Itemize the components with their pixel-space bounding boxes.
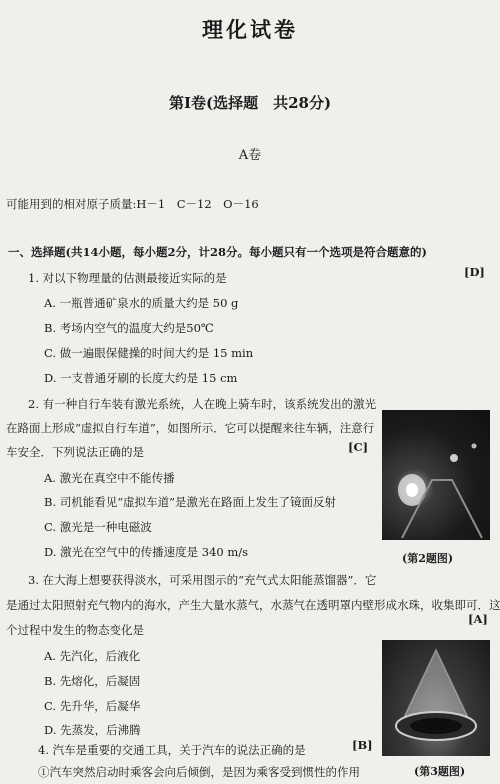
question-3-option-a: A. 先汽化，后液化 bbox=[44, 649, 141, 663]
question-2-option-d: D. 激光在空气中的传播速度是 340 m/s bbox=[44, 545, 249, 559]
question-1-option-a: A. 一瓶普通矿泉水的质量大约是 50 g bbox=[44, 296, 239, 310]
question-2-stem-line-3: 车安全．下列说法正确的是 bbox=[6, 445, 144, 459]
question-4-statement-1: ①汽车突然启动时乘客会向后倾倒，是因为乘客受到惯性的作用 bbox=[38, 765, 360, 779]
exam-title: 理化试卷 bbox=[202, 17, 298, 42]
question-4-answer: [B] bbox=[352, 738, 373, 752]
question-3-option-c: C. 先升华，后凝华 bbox=[44, 699, 141, 713]
question-3-option-d: D. 先蒸发，后沸腾 bbox=[44, 723, 141, 737]
figure-2-caption: (第2题图) bbox=[402, 552, 454, 565]
question-2-option-b: B. 司机能看见“虚拟车道”是激光在路面上发生了镜面反射 bbox=[44, 495, 337, 509]
question-3-option-b: B. 先熔化，后凝固 bbox=[44, 674, 141, 688]
question-1-option-b: B. 考场内空气的温度大约是50℃ bbox=[44, 321, 214, 335]
question-1-option-d: D. 一支普通牙刷的长度大约是 15 cm bbox=[44, 371, 238, 385]
figure-3-solar-still-photo bbox=[382, 640, 490, 756]
question-2-stem-line-2: 在路面上形成“虚拟自行车道”，如图所示．它可以提醒来往车辆，注意行 bbox=[6, 421, 375, 435]
question-2-option-a: A. 激光在真空中不能传播 bbox=[44, 471, 175, 485]
atomic-masses-note: 可能用到的相对原子质量:H－1 C－12 O－16 bbox=[6, 197, 259, 211]
question-1-option-c: C. 做一遍眼保健操的时间大约是 15 min bbox=[44, 346, 254, 360]
figure-3-caption: (第3题图) bbox=[414, 765, 466, 778]
question-3-stem-line-2: 是通过太阳照射充气物内的海水，产生大量水蒸气，水蒸气在透明罩内壁形成水珠，收集即可．这 bbox=[6, 598, 500, 612]
laser-lane-illustration bbox=[382, 410, 490, 540]
question-3-stem-line-3: 个过程中发生的物态变化是 bbox=[6, 623, 144, 637]
question-2-stem-line-1: 2. 有一种自行车装有激光系统，人在晚上骑车时，该系统发出的激光 bbox=[28, 397, 377, 411]
volume-label: A卷 bbox=[238, 148, 262, 163]
question-1-answer: [D] bbox=[464, 265, 485, 279]
section-heading: 一、选择题(共14小题，每小题2分，计28分。每小题只有一个选项是符合题意的) bbox=[8, 245, 427, 259]
figure-2-laser-bike-photo bbox=[382, 410, 490, 540]
question-1-stem: 1. 对以下物理量的估测最接近实际的是 bbox=[28, 271, 227, 285]
question-4-stem: 4. 汽车是重要的交通工具，关于汽车的说法正确的是 bbox=[38, 743, 306, 757]
question-2-answer: [C] bbox=[348, 440, 369, 454]
question-3-answer: [A] bbox=[468, 612, 488, 626]
solar-still-illustration bbox=[382, 640, 490, 756]
question-2-option-c: C. 激光是一种电磁波 bbox=[44, 520, 152, 534]
paper-subtitle: 第Ⅰ卷(选择题 共28分) bbox=[168, 94, 332, 112]
question-3-stem-line-1: 3. 在大海上想要获得淡水，可采用图示的“充气式太阳能蒸馏器”．它 bbox=[28, 573, 377, 587]
